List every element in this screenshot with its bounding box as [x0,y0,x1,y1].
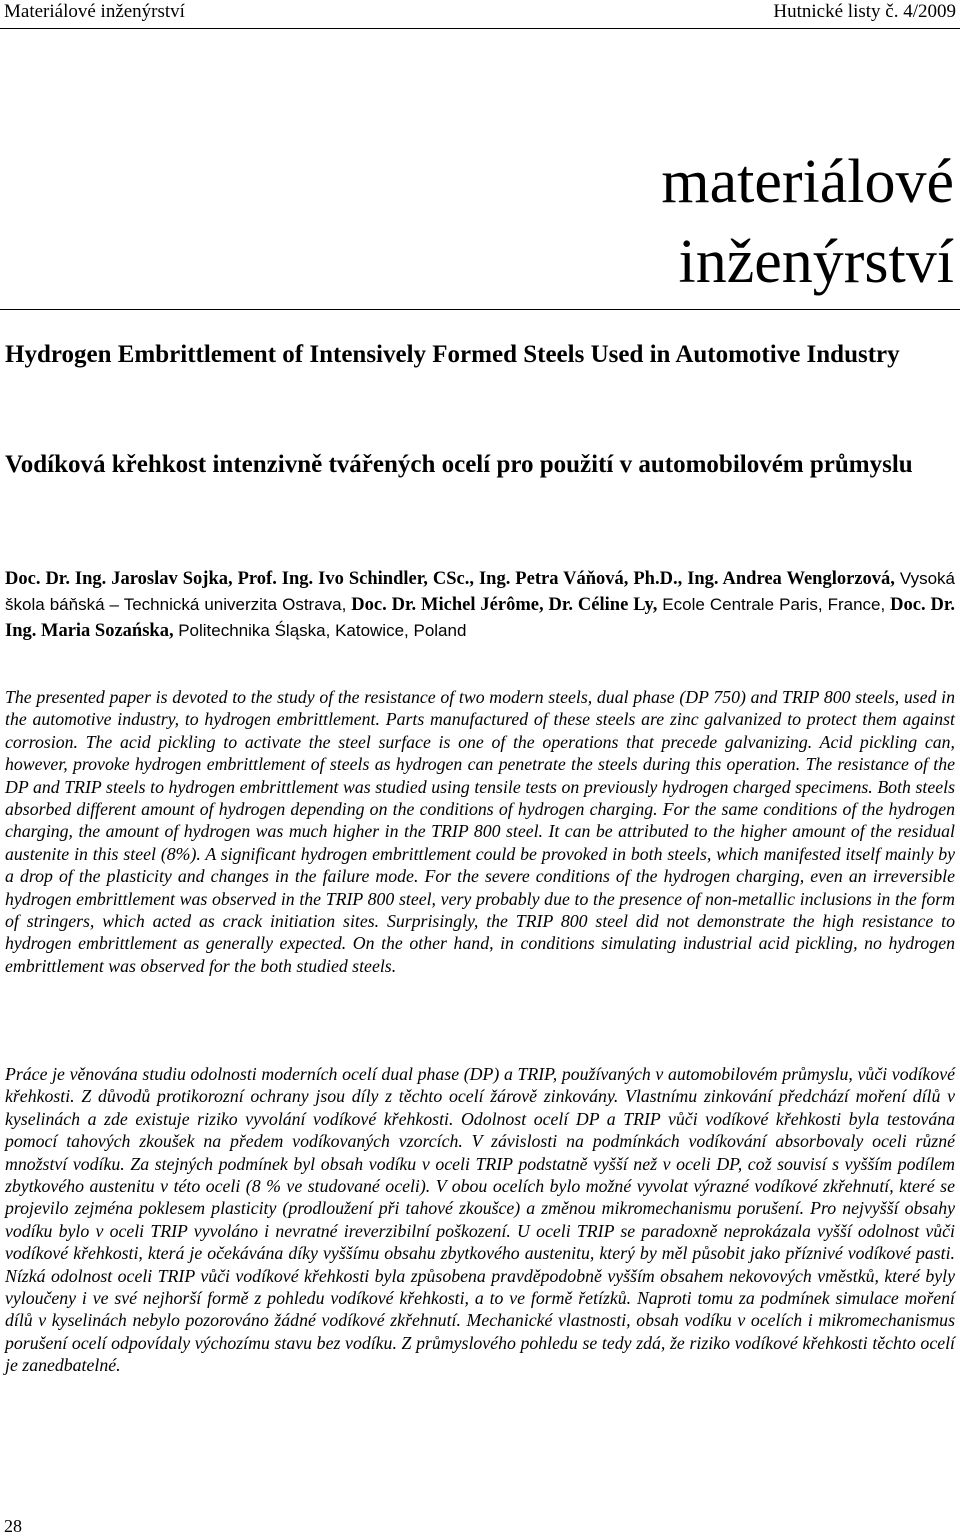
header-journal-issue: Hutnické listy č. 4/2009 [773,1,956,22]
authors-group-2: Doc. Dr. Michel Jérôme, Dr. Céline Ly, [351,595,658,615]
authors-group-3: Doc. Dr. Ing. Maria Sozańska, [5,595,956,641]
authors-group-1: Doc. Dr. Ing. Jaroslav Sojka, Prof. Ing. Ivo Schindler, CSc., Ing. Petra Váňová, Ph.D., Ing. Andrea Wenglorzová, [5,569,895,589]
affiliation-3: Politechnika Śląska, Katowice, Poland [178,621,467,640]
article-title-czech: Vodíková křehkost intenzivně tvářených ocelí pro použití v automobilovém průmyslu [5,451,913,478]
section-divider [0,309,960,310]
header-section-name: Materiálové inženýrství [4,1,185,22]
section-title [661,142,954,302]
abstract-czech: Práce je věnována studiu odolnosti moderních ocelí dual phase (DP) a TRIP, používaných v automobilovém průmyslu, vůči vodíkové křehkosti. Z důvodů protikorozní ochrany jsou díly z těchto ocelí žárově zinkovány. Vlastnímu zinkování předchází moření dílů v kyselinách a zde existuje riziko vyvolání vodíkové křehkosti. Odolnost ocelí DP a TRIP vůči vodíkové křehkosti byla testována pomocí tahových zkoušek na předem vodíkovaných vzorcích. V závislosti na podmínkách vodíkování absorbovaly oceli různé množství vodíku. Za stejných podmínek byl obsah vodíku v oceli TRIP podstatně vyšší než v oceli DP, což souvisí s vyšším podílem zbytkového austenitu v této oceli (8 % ve studované oceli). V obou ocelích bylo možné vyvolat výrazné vodíkové zkřehnutí, které se projevilo zejména poklesem plasticity (prodloužení při tahové zkoušce) a změnou mikromechanismu porušení. Pro nejvyšší obsahy vodíku bylo v oceli TRIP vyvoláno i nevratné ireverzibilní poškození. U oceli TRIP se paradoxně neprokázala vyšší odolnost vůči vodíkové křehkosti, která je očekávána díky vyššímu obsahu zbytkového austenitu, který by měl působit jako příznivé vodíkové pasti. Nízká odolnost oceli TRIP vůči vodíkové křehkosti byla způsobena pravděpodobně vyšším obsahem nekovových vměstků, které byly vyloučeny i ve své nejhorší formě z pohledu vodíkové křehkosti, a to ve formě řetízků. Naproti tomu za podmínek simulace moření dílů v kyselinách nebylo pozorováno žádné vodíkové zkřehnutí. Mechanické vlastnosti, obsah vodíku v ocelích i mikromechanismus porušení ocelí odpovídaly výchozímu stavu bez vodíku. Z průmyslového pohledu se tedy zdá, že riziko vodíkové křehkosti těchto ocelí je zanedbatelné. [5,1064,955,1376]
section-title-line-1: materiálové [661,148,954,216]
affiliation-1: Vysoká škola báňská – Technická univerzita Ostrava, [5,569,956,614]
running-header [0,0,960,29]
page-number: 28 [4,1516,22,1536]
affiliation-2: Ecole Centrale Paris, France, [662,595,886,614]
author-list [5,566,955,644]
section-title-line-2: inženýrství [678,228,954,296]
article-title-english: Hydrogen Embrittlement of Intensively Formed Steels Used in Automotive Industry [5,341,900,368]
abstract-english: The presented paper is devoted to the study of the resistance of two modern steels, dual phase (DP 750) and TRIP 800 steels, used in the automotive industry, to hydrogen embrittlement. Parts manufactured of these steels are zinc galvanized to protect them against corrosion. The acid pickling to activate the steel surface is one of the operations that precede galvanizing. Acid pickling can, however, provoke hydrogen embrittlement of steels as hydrogen can penetrate the steels during this operation. The resistance of the DP and TRIP steels to hydrogen embrittlement was studied using tensile tests on previously hydrogen charged specimens. Both steels absorbed different amount of hydrogen depending on the conditions of hydrogen charging. For the same conditions of the hydrogen charging, the amount of hydrogen was much higher in the TRIP 800 steel. It can be attributed to the higher amount of the residual austenite in this steel (8%). A significant hydrogen embrittlement could be provoked in both steels, which manifested itself mainly by a drop of the plasticity and changes in the failure mode. For the severe conditions of the hydrogen charging, even an irreversible hydrogen embrittlement was observed in the TRIP 800 steel, very probably due to the presence of non-metallic inclusions in the form of stringers, which acted as crack initiation sites. Surprisingly, the TRIP 800 steel did not demonstrate the high resistance to hydrogen embrittlement as generally expected. On the other hand, in conditions simulating industrial acid pickling, no hydrogen embrittlement was observed for the both studied steels. [5,687,955,976]
